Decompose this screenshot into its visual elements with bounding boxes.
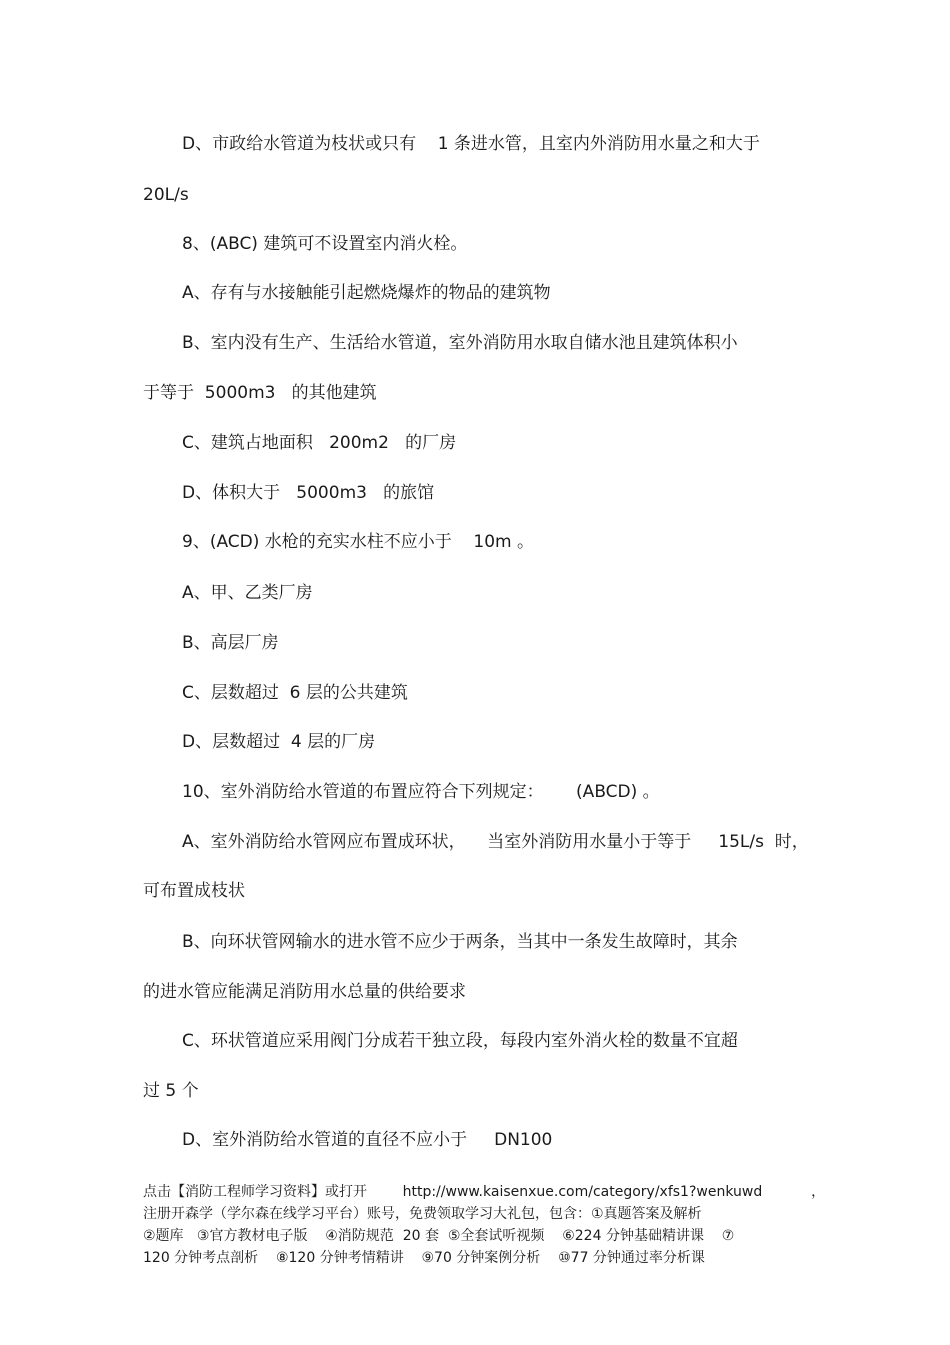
q9-option-d: D、层数超过 4 层的厂房 bbox=[182, 732, 376, 752]
q9-option-a: A、甲、乙类厂房 bbox=[182, 583, 313, 603]
q8-option-b-continuation: 于等于 5000m3 的其他建筑 bbox=[143, 383, 377, 403]
q9-option-c: C、层数超过 6 层的公共建筑 bbox=[182, 683, 408, 703]
q9-option-b: B、高层厂房 bbox=[182, 633, 279, 653]
question-9: 9、(ACD) 水枪的充实水柱不应小于 10m 。 bbox=[182, 532, 534, 552]
question-10: 10、室外消防给水管道的布置应符合下列规定： (ABCD) 。 bbox=[182, 782, 660, 802]
q8-option-a: A、存有与水接触能引起燃烧爆炸的物品的建筑物 bbox=[182, 283, 551, 303]
q10-option-d: D、室外消防给水管道的直径不应小于 DN100 bbox=[182, 1130, 553, 1150]
footer-line-3: ②题库 ③官方教材电子版 ④消防规范 20 套 ⑤全套试听视频 ⑥224 分钟基础精讲课 ⑦ bbox=[143, 1228, 735, 1244]
q10-option-b: B、向环状管网输水的进水管不应少于两条，当其中一条发生故障时，其余 bbox=[182, 932, 738, 952]
q10-option-b-continuation: 的进水管应能满足消防用水总量的供给要求 bbox=[143, 982, 466, 1002]
footer-line-2: 注册开森学（学尔森在线学习平台）账号，免费领取学习大礼包，包含：①真题答案及解析 bbox=[143, 1206, 702, 1222]
q8-option-b: B、室内没有生产、生活给水管道，室外消防用水取自储水池且建筑体积小 bbox=[182, 333, 738, 353]
q10-option-c: C、环状管道应采用阀门分成若干独立段，每段内室外消火栓的数量不宜超 bbox=[182, 1031, 738, 1051]
footer-line-4: 120 分钟考点剖析 ⑧120 分钟考情精讲 ⑨70 分钟案例分析 ⑩77 分钟通过率分析课 bbox=[143, 1250, 705, 1266]
footer-line-1[interactable]: 点击【消防工程师学习资料】或打开 http://www.kaisenxue.com/category/xfs1?wenkuwd ， bbox=[143, 1184, 826, 1200]
q8-option-c: C、建筑占地面积 200m2 的厂房 bbox=[182, 433, 457, 453]
q10-option-a: A、室外消防给水管网应布置成环状， 当室外消防用水量小于等于 15L/s 时， bbox=[182, 832, 809, 852]
option-d-municipal-pipe: D、市政给水管道为枝状或只有 1 条进水管，且室内外消防用水量之和大于 bbox=[182, 134, 760, 154]
question-8: 8、(ABC) 建筑可不设置室内消火栓。 bbox=[182, 234, 468, 254]
option-d-continuation: 20L/s bbox=[143, 185, 189, 205]
q10-option-a-continuation: 可布置成枝状 bbox=[143, 881, 245, 901]
q10-option-c-continuation: 过 5 个 bbox=[143, 1081, 199, 1101]
q8-option-d: D、体积大于 5000m3 的旅馆 bbox=[182, 483, 435, 503]
